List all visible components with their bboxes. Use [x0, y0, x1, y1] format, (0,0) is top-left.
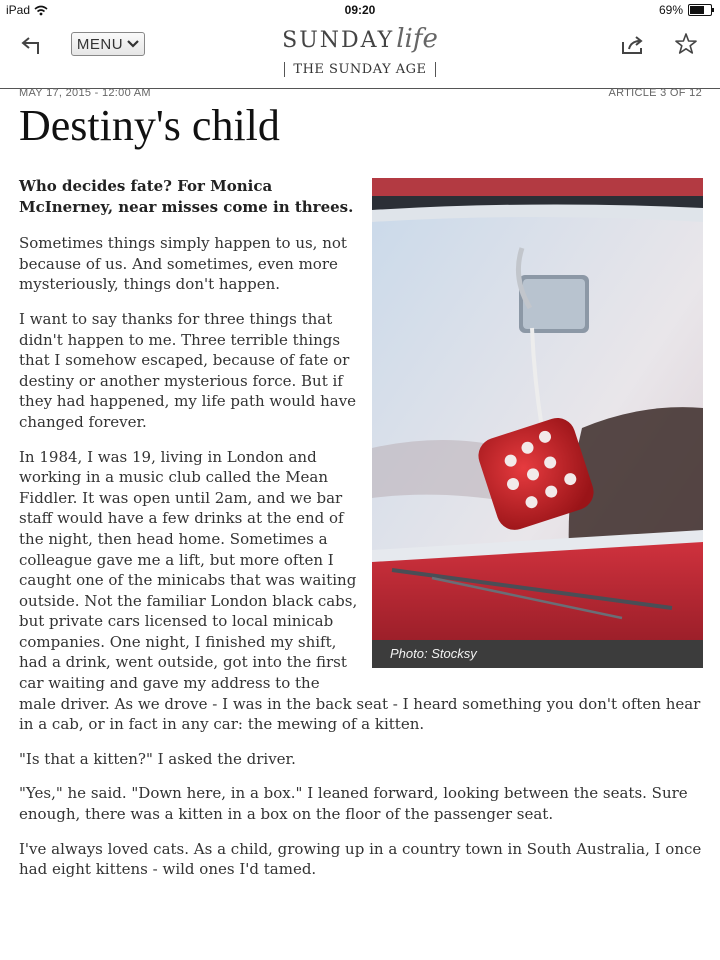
article-photo[interactable] — [372, 178, 703, 668]
brand-logo — [0, 24, 720, 54]
brand-script: life — [396, 24, 438, 54]
article-position: ARTICLE 3 OF 12 — [608, 87, 702, 99]
photo-caption: Photo: Stocksy — [372, 640, 703, 668]
article-paragraph: I've always loved cats. As a child, growing up in a country town in South Australia, I once had eight kittens - wild ones I'd tamed. — [19, 839, 702, 879]
fuzzy-dice-photo — [372, 178, 703, 668]
share-icon[interactable] — [620, 34, 646, 56]
article-standfirst: Who decides fate? For Monica McInerney, near misses come in threes. — [19, 177, 354, 216]
article-headline: Destiny's child — [19, 101, 280, 150]
article-paragraph: Sometimes things simply happen to us, not because of us. And sometimes, even more mysteriously, things don't happen. — [19, 234, 347, 294]
brand-subtitle-text: THE SUNDAY AGE — [284, 62, 435, 77]
article-body — [19, 176, 703, 894]
status-right — [659, 3, 712, 17]
article-paragraph: In 1984, I was 19, living in London and working in a music club called the Mean Fiddler. It was open until 2am, and we bar staff would have a few drinks at the end of the night, then head home. Sometimes a colleague gave me a lift, but more often I caught one of the minicabs that was waiting outside. Not the familiar London black cabs, but private cars licensed to local minicab companies. One night, I finished my shift, had a drink, went outside, got into the first car waiting and gave my address to the male driver. As we drove - I was in the back seat - I heard something you don't often hear in a cab, or in fact in any car: the mewing of a kitten. — [19, 447, 701, 734]
article-paragraph: "Yes," he said. "Down here, in a box." I leaned forward, looking between the seats. Sure enough, there was a kitten in a box on the floor of the passenger seat. — [19, 784, 688, 824]
battery-fill — [690, 6, 704, 14]
brand-subtitle — [0, 62, 720, 80]
brand-main: SUNDAY — [282, 28, 395, 53]
status-time: 09:20 — [344, 3, 376, 17]
menu-label: MENU — [76, 35, 124, 53]
battery-icon — [688, 4, 712, 16]
status-bar — [0, 0, 720, 20]
article-paragraph: I want to say thanks for three things that didn't happen to me. Three terrible things that I somehow escaped, because of fate or destiny or another mysterious force. But if they had happened, my life path would have changed forever. — [19, 309, 357, 431]
article-paragraph: "Is that a kitten?" I asked the driver. — [19, 749, 296, 768]
top-toolbar — [0, 20, 720, 82]
star-icon[interactable] — [674, 32, 698, 56]
device-name: iPad — [6, 3, 31, 17]
article-date: MAY 17, 2015 - 12:00 AM — [19, 87, 151, 99]
battery-percent: 69% — [658, 3, 683, 17]
